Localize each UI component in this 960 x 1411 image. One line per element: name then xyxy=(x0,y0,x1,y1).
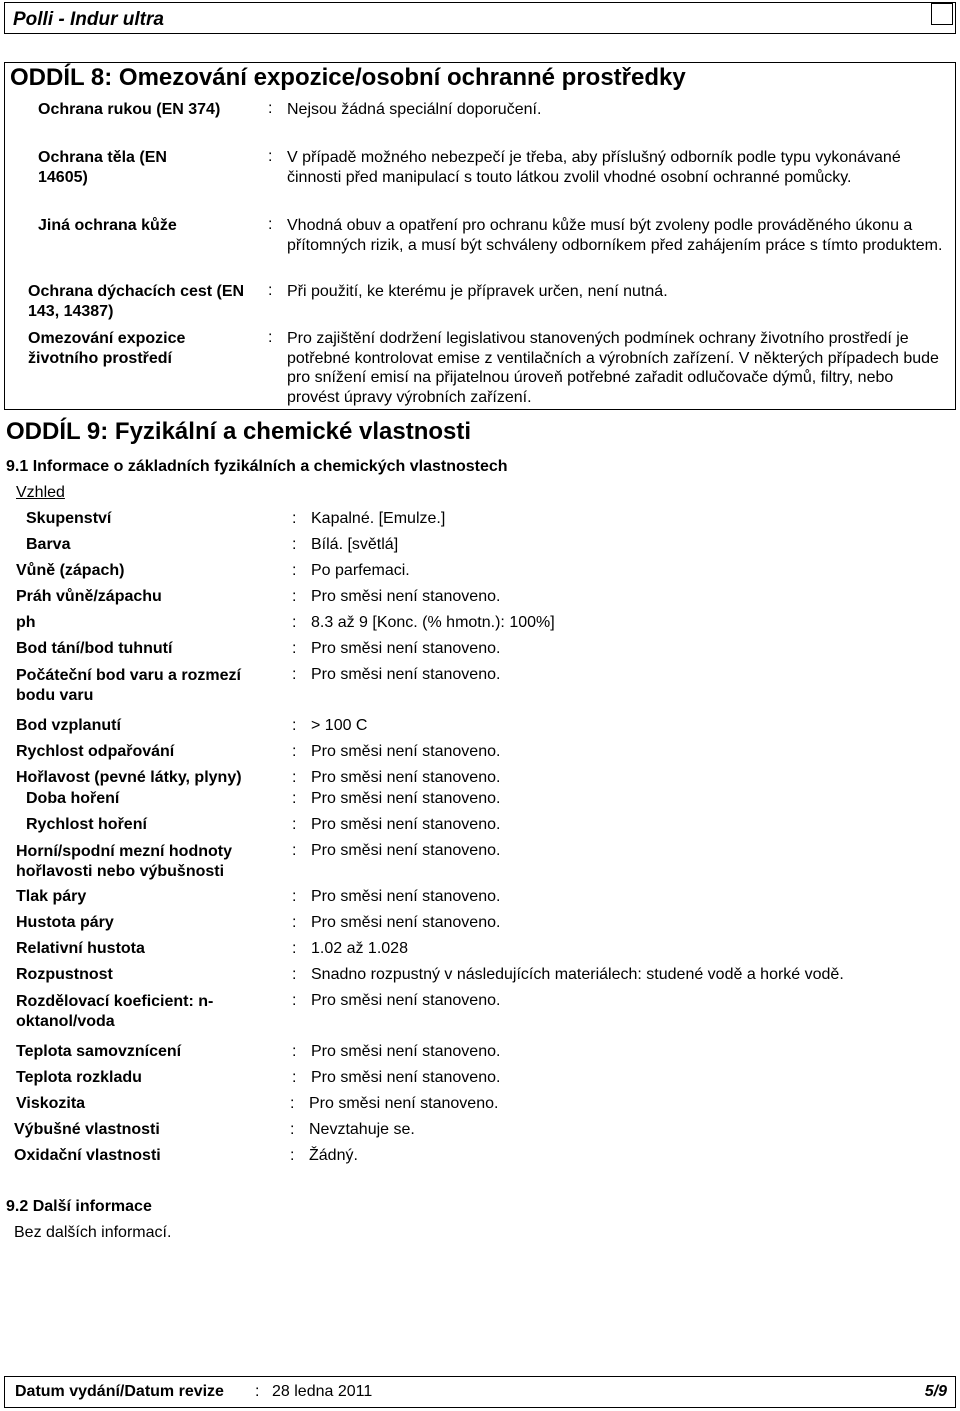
section-9-title: ODDÍL 9: Fyzikální a chemické vlastnosti xyxy=(6,418,472,445)
property-value: Žádný. xyxy=(309,1147,358,1164)
property-value: Nevztahuje se. xyxy=(309,1121,415,1138)
property-value: Bílá. [světlá] xyxy=(311,536,399,553)
colon: : xyxy=(268,329,273,346)
colon: : xyxy=(290,1121,295,1138)
property-value: Pro směsi není stanoveno. xyxy=(311,588,501,605)
other-skin-protection-label: Jiná ochrana kůže xyxy=(38,217,177,234)
revision-date-value: 28 ledna 2011 xyxy=(272,1383,373,1400)
property-label: Bod tání/bod tuhnutí xyxy=(16,640,173,657)
body-protection-value: V případě možného nebezpečí je třeba, aby příslušný odborník podle typu vykonávané činnosti před manipulací s touto látkou zvolil vhodné osobní ochranné pomůcky. xyxy=(287,149,901,186)
property-value: Pro směsi není stanoveno. xyxy=(311,888,501,905)
colon: : xyxy=(292,966,297,983)
property-label: Tlak páry xyxy=(16,888,87,905)
colon: : xyxy=(292,536,297,553)
colon: : xyxy=(292,1069,297,1086)
colon: : xyxy=(292,842,297,859)
environmental-exposure-value: Pro zajištění dodržení legislativou stanovených podmínek ochrany životního prostředí je potřebné kontrolovat emise z ventilačních a výrobních zařízení. V některých případech bude pro snížení emisí na přijatelnou úroveň potřebné zařadit odlučovače dýmů, filtry, nebo provést úpravy výrobních zařízení. xyxy=(287,330,939,406)
property-value: Pro směsi není stanoveno. xyxy=(311,842,501,859)
property-label: Barva xyxy=(26,536,71,553)
property-value: Pro směsi není stanoveno. xyxy=(311,743,501,760)
colon: : xyxy=(268,282,273,299)
property-label: Teplota rozkladu xyxy=(16,1069,142,1086)
hand-protection-value: Nejsou žádná speciální doporučení. xyxy=(287,101,542,118)
property-label: Teplota samovznícení xyxy=(16,1043,182,1060)
hand-protection-label: Ochrana rukou (EN 374) xyxy=(38,101,221,118)
colon: : xyxy=(292,790,297,807)
property-label: Hustota páry xyxy=(16,914,114,931)
property-label: Skupenství xyxy=(26,510,112,527)
respiratory-protection-label: Ochrana dýchacích cest (EN 143, 14387) xyxy=(28,283,245,320)
colon: : xyxy=(290,1095,295,1112)
colon: : xyxy=(292,743,297,760)
appearance-heading: Vzhled xyxy=(16,484,65,501)
property-label: Rozpustnost xyxy=(16,966,113,983)
property-value: Pro směsi není stanoveno. xyxy=(311,914,501,931)
colon: : xyxy=(292,992,297,1009)
body-protection-label: Ochrana těla (EN 14605) xyxy=(38,149,167,186)
property-label: Oxidační vlastnosti xyxy=(14,1147,161,1164)
property-value: Kapalné. [Emulze.] xyxy=(311,510,446,527)
colon: : xyxy=(292,888,297,905)
document-footer xyxy=(4,1376,956,1408)
property-value: Pro směsi není stanoveno. xyxy=(311,666,501,683)
property-value: Pro směsi není stanoveno. xyxy=(311,816,501,833)
property-label: Rozdělovací koeficient: n-oktanol/voda xyxy=(16,993,214,1030)
property-label: Viskozita xyxy=(16,1095,86,1112)
colon: : xyxy=(255,1383,260,1400)
header-corner-box xyxy=(931,3,953,25)
colon: : xyxy=(292,588,297,605)
property-label: Rychlost hoření xyxy=(26,816,147,833)
colon: : xyxy=(292,717,297,734)
colon: : xyxy=(292,640,297,657)
property-value: 1.02 až 1.028 xyxy=(311,940,408,957)
document-title: Polli - Indur ultra xyxy=(13,9,164,30)
property-label: Výbušné vlastnosti xyxy=(14,1121,160,1138)
other-skin-protection-value: Vhodná obuv a opatření pro ochranu kůže musí být zvoleny podle prováděného úkonu a přítomných rizik, a musí být schváleny odborníkem před zahájením práce s tímto produktem. xyxy=(287,217,943,254)
property-value: > 100 C xyxy=(311,717,368,734)
colon: : xyxy=(292,614,297,631)
colon: : xyxy=(292,914,297,931)
property-value: Pro směsi není stanoveno. xyxy=(311,1043,501,1060)
subsection-9-1-title: 9.1 Informace o základních fyzikálních a chemických vlastnostech xyxy=(6,458,508,475)
property-label: Vůně (zápach) xyxy=(16,562,125,579)
colon: : xyxy=(292,769,297,786)
property-label: Rychlost odpařování xyxy=(16,743,175,760)
respiratory-protection-value: Při použití, ke kterému je přípravek určen, není nutná. xyxy=(287,283,668,300)
property-value: Po parfemaci. xyxy=(311,562,410,579)
property-value: Snadno rozpustný v následujících materiálech: studené vodě a horké vodě. xyxy=(311,966,844,983)
colon: : xyxy=(292,510,297,527)
colon: : xyxy=(292,1043,297,1060)
additional-info-text: Bez dalších informací. xyxy=(14,1224,172,1241)
colon: : xyxy=(268,216,273,233)
property-value: Pro směsi není stanoveno. xyxy=(309,1095,499,1112)
colon: : xyxy=(292,562,297,579)
colon: : xyxy=(292,816,297,833)
property-value: Pro směsi není stanoveno. xyxy=(311,992,501,1009)
colon: : xyxy=(292,940,297,957)
property-value: Pro směsi není stanoveno. xyxy=(311,769,501,786)
property-label: Práh vůně/zápachu xyxy=(16,588,162,605)
section-8-title: ODDÍL 8: Omezování expozice/osobní ochranné prostředky xyxy=(10,64,686,91)
colon: : xyxy=(268,148,273,165)
property-value: Pro směsi není stanoveno. xyxy=(311,1069,501,1086)
environmental-exposure-label: Omezování expozice životního prostředí xyxy=(28,330,186,367)
subsection-9-2-title: 9.2 Další informace xyxy=(6,1198,152,1215)
colon: : xyxy=(292,666,297,683)
property-label: Hořlavost (pevné látky, plyny) xyxy=(16,769,242,786)
property-value: Pro směsi není stanoveno. xyxy=(311,640,501,657)
document-header xyxy=(4,2,956,34)
revision-date-label: Datum vydání/Datum revize xyxy=(15,1383,224,1400)
property-label: Počáteční bod varu a rozmezí bodu varu xyxy=(16,667,241,704)
property-label: Bod vzplanutí xyxy=(16,717,121,734)
property-label: ph xyxy=(16,614,36,631)
property-label: Doba hoření xyxy=(26,790,120,807)
colon: : xyxy=(268,100,273,117)
page-number: 5/9 xyxy=(924,1383,947,1400)
property-label: Relativní hustota xyxy=(16,940,145,957)
colon: : xyxy=(290,1147,295,1164)
property-value: 8.3 až 9 [Konc. (% hmotn.): 100%] xyxy=(311,614,555,631)
property-label: Horní/spodní mezní hodnoty hořlavosti nebo výbušnosti xyxy=(16,843,232,880)
property-value: Pro směsi není stanoveno. xyxy=(311,790,501,807)
